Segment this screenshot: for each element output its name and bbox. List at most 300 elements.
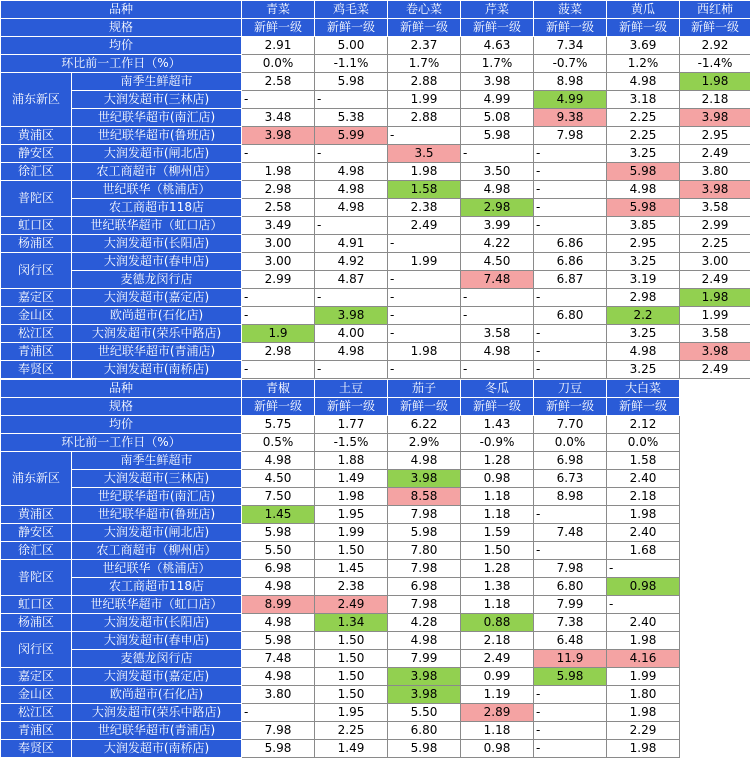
grade-header: 新鲜一级 [534, 19, 607, 37]
price-cell: - [315, 361, 388, 379]
price-cell: 4.98 [461, 343, 534, 361]
price-cell: 4.91 [315, 235, 388, 253]
grade-header: 新鲜一级 [607, 398, 680, 416]
average-label: 均价 [1, 416, 242, 434]
price-cell: 3.25 [607, 361, 680, 379]
store-row [1, 740, 680, 758]
price-cell: - [242, 289, 315, 307]
spec-header: 规格 [1, 19, 242, 37]
price-cell: 4.98 [607, 73, 680, 91]
price-cell: 7.98 [388, 560, 461, 578]
price-cell: 5.98 [388, 524, 461, 542]
district-label: 松江区 [1, 704, 72, 722]
price-cell: 4.98 [388, 452, 461, 470]
price-cell: 5.98 [607, 163, 680, 181]
price-cell: 4.98 [315, 343, 388, 361]
price-cell: 3.80 [680, 163, 750, 181]
price-cell: 8.98 [534, 488, 607, 506]
price-cell: 5.08 [461, 109, 534, 127]
price-cell: 1.80 [607, 686, 680, 704]
store-label: 世纪联华（桃浦店） [72, 181, 242, 199]
store-label: 大润发超市(嘉定店) [72, 668, 242, 686]
price-cell: - [315, 145, 388, 163]
price-cell: 3.25 [607, 253, 680, 271]
district-label: 普陀区 [1, 560, 72, 596]
grade-header: 新鲜一级 [242, 398, 315, 416]
price-cell: 2.49 [388, 217, 461, 235]
price-cell: 3.58 [680, 199, 750, 217]
average-value: 2.92 [680, 37, 750, 55]
grade-header: 新鲜一级 [607, 19, 680, 37]
price-cell: 4.99 [534, 91, 607, 109]
price-cell: - [388, 325, 461, 343]
price-cell: - [534, 145, 607, 163]
price-cell: 2.25 [607, 109, 680, 127]
average-label: 均价 [1, 37, 242, 55]
district-label: 黄浦区 [1, 506, 72, 524]
store-row [1, 722, 680, 740]
price-cell: 4.22 [461, 235, 534, 253]
price-cell: - [534, 343, 607, 361]
price-cell: 3.19 [607, 271, 680, 289]
price-cell: 5.50 [242, 542, 315, 560]
store-row [1, 452, 680, 470]
average-row [1, 416, 680, 434]
price-cell: 5.98 [388, 740, 461, 758]
price-cell: 4.16 [607, 650, 680, 668]
price-cell: 6.80 [534, 307, 607, 325]
price-cell: 1.95 [315, 506, 388, 524]
change-value: 1.7% [461, 55, 534, 73]
store-row [1, 289, 750, 307]
change-value: -0.9% [461, 434, 534, 452]
price-cell: 2.89 [461, 704, 534, 722]
district-label: 金山区 [1, 307, 72, 325]
district-label: 杨浦区 [1, 235, 72, 253]
price-cell: 0.98 [607, 578, 680, 596]
district-label: 闵行区 [1, 632, 72, 668]
price-cell: 2.18 [680, 91, 750, 109]
veg-name-header: 西红柿 [680, 1, 750, 19]
price-cell: 3.98 [680, 181, 750, 199]
price-cell: 1.98 [607, 506, 680, 524]
change-value: 0.5% [242, 434, 315, 452]
grade-header: 新鲜一级 [388, 398, 461, 416]
district-label: 静安区 [1, 145, 72, 163]
price-cell: 3.00 [680, 253, 750, 271]
store-row [1, 686, 680, 704]
price-cell: 7.80 [388, 542, 461, 560]
store-label: 世纪联华超市(青浦店) [72, 343, 242, 361]
price-cell: - [534, 722, 607, 740]
price-cell: - [534, 740, 607, 758]
price-cell: - [242, 145, 315, 163]
price-cell: 2.99 [680, 217, 750, 235]
change-row [1, 434, 680, 452]
change-value: -1.5% [315, 434, 388, 452]
veg-name-header: 土豆 [315, 380, 388, 398]
district-label: 金山区 [1, 686, 72, 704]
district-label: 虹口区 [1, 217, 72, 235]
veg-name-header: 茄子 [388, 380, 461, 398]
store-label: 世纪联华超市(鲁班店) [72, 506, 242, 524]
district-label: 奉贤区 [1, 740, 72, 758]
price-cell: 4.98 [461, 181, 534, 199]
store-label: 大润发超市(三林店) [72, 91, 242, 109]
price-cell: 1.58 [388, 181, 461, 199]
price-cell: 4.99 [461, 91, 534, 109]
store-row [1, 253, 750, 271]
price-cell: 1.50 [315, 668, 388, 686]
price-cell: 1.98 [680, 289, 750, 307]
change-value: -1.4% [680, 55, 750, 73]
store-row [1, 343, 750, 361]
veg-name-header: 芹菜 [461, 1, 534, 19]
store-label: 大润发超市(闸北店) [72, 524, 242, 542]
category-header: 品种 [1, 380, 242, 398]
price-cell: 1.95 [315, 704, 388, 722]
price-cell: 4.98 [315, 199, 388, 217]
price-cell: 2.38 [315, 578, 388, 596]
price-cell: 2.95 [680, 127, 750, 145]
price-cell: 3.85 [607, 217, 680, 235]
price-cell: 1.98 [388, 163, 461, 181]
category-header: 品种 [1, 1, 242, 19]
price-cell: 1.98 [607, 632, 680, 650]
average-value: 7.70 [534, 416, 607, 434]
district-label: 嘉定区 [1, 289, 72, 307]
price-cell: 5.98 [242, 524, 315, 542]
price-cell: 1.18 [461, 596, 534, 614]
price-cell: 2.18 [461, 632, 534, 650]
price-cell: 5.38 [315, 109, 388, 127]
price-cell: 3.18 [607, 91, 680, 109]
price-cell: 7.98 [534, 127, 607, 145]
price-cell: 4.98 [242, 614, 315, 632]
store-label: 麦德龙闵行店 [72, 271, 242, 289]
price-cell: 3.25 [607, 325, 680, 343]
price-cell: 2.38 [388, 199, 461, 217]
price-cell: 2.25 [607, 127, 680, 145]
store-label: 大润发超市(长阳店) [72, 614, 242, 632]
price-cell: 2.40 [607, 470, 680, 488]
store-label: 欧尚超市(石化店) [72, 686, 242, 704]
price-cell: 7.99 [388, 650, 461, 668]
average-row [1, 37, 750, 55]
price-cell: 5.98 [607, 199, 680, 217]
price-cell: 2.98 [461, 199, 534, 217]
store-label: 大润发超市(南桥店) [72, 740, 242, 758]
store-row [1, 307, 750, 325]
price-cell: 3.98 [388, 686, 461, 704]
store-row [1, 470, 680, 488]
price-cell: 2.98 [607, 289, 680, 307]
price-cell: 4.87 [315, 271, 388, 289]
average-value: 1.77 [315, 416, 388, 434]
price-cell: 0.99 [461, 668, 534, 686]
average-value: 3.69 [607, 37, 680, 55]
price-cell: 1.99 [388, 253, 461, 271]
price-cell: 1.49 [315, 740, 388, 758]
price-cell: 3.58 [680, 325, 750, 343]
store-label: 大润发超市(荣乐中路店) [72, 704, 242, 722]
price-cell: 2.88 [388, 73, 461, 91]
price-cell: 1.45 [242, 506, 315, 524]
district-label: 普陀区 [1, 181, 72, 217]
grade-row [1, 398, 680, 416]
price-cell: - [534, 289, 607, 307]
store-label: 世纪联华（桃浦店） [72, 560, 242, 578]
price-cell: - [534, 361, 607, 379]
price-cell: 1.34 [315, 614, 388, 632]
store-row [1, 325, 750, 343]
district-label: 嘉定区 [1, 668, 72, 686]
change-label: 环比前一工作日（%） [1, 55, 242, 73]
price-cell: 6.86 [534, 253, 607, 271]
price-cell: 11.9 [534, 650, 607, 668]
price-cell: 1.68 [607, 542, 680, 560]
price-cell: 3.99 [461, 217, 534, 235]
store-label: 世纪联华超市（虹口店） [72, 217, 242, 235]
district-label: 青浦区 [1, 343, 72, 361]
grade-row [1, 19, 750, 37]
price-cell: - [242, 307, 315, 325]
price-cell: 1.50 [315, 542, 388, 560]
veg-header-row [1, 1, 750, 19]
store-row [1, 73, 750, 91]
price-cell: 4.98 [315, 181, 388, 199]
price-cell: 2.58 [242, 199, 315, 217]
price-cell: 1.98 [607, 740, 680, 758]
veg-name-header: 菠菜 [534, 1, 607, 19]
price-cell: 0.98 [461, 470, 534, 488]
store-label: 农工商超市118店 [72, 199, 242, 217]
veg-header-row [1, 380, 680, 398]
average-value: 5.75 [242, 416, 315, 434]
price-cell: 4.98 [315, 163, 388, 181]
price-cell: 1.18 [461, 506, 534, 524]
change-label: 环比前一工作日（%） [1, 434, 242, 452]
price-cell: 1.50 [461, 542, 534, 560]
price-cell: 2.49 [461, 650, 534, 668]
price-cell: 6.48 [534, 632, 607, 650]
change-value: 1.2% [607, 55, 680, 73]
price-cell: 6.98 [242, 560, 315, 578]
price-cell: 3.48 [242, 109, 315, 127]
veg-name-header: 卷心菜 [388, 1, 461, 19]
grade-header: 新鲜一级 [534, 398, 607, 416]
price-cell: 6.73 [534, 470, 607, 488]
store-label: 大润发超市(春申店) [72, 632, 242, 650]
price-cell: 3.00 [242, 235, 315, 253]
store-label: 世纪联华超市(南汇店) [72, 109, 242, 127]
price-cell: 1.38 [461, 578, 534, 596]
veg-name-header: 大白菜 [607, 380, 680, 398]
grade-header: 新鲜一级 [461, 19, 534, 37]
price-cell: 5.98 [461, 127, 534, 145]
price-cell: 1.9 [242, 325, 315, 343]
price-cell: - [388, 361, 461, 379]
price-cell: 9.38 [534, 109, 607, 127]
store-row [1, 199, 750, 217]
grade-header: 新鲜一级 [315, 19, 388, 37]
price-cell: - [534, 325, 607, 343]
price-cell: 1.98 [680, 73, 750, 91]
store-row [1, 235, 750, 253]
price-cell: 4.98 [607, 343, 680, 361]
price-cell: 2.49 [680, 271, 750, 289]
price-cell: - [534, 686, 607, 704]
price-cell: 1.50 [315, 686, 388, 704]
price-cell: 1.45 [315, 560, 388, 578]
price-cell: - [388, 235, 461, 253]
district-label: 静安区 [1, 524, 72, 542]
price-cell: 4.98 [242, 668, 315, 686]
store-label: 大润发超市(荣乐中路店) [72, 325, 242, 343]
store-row [1, 217, 750, 235]
price-cell: 4.98 [242, 578, 315, 596]
change-value: -1.1% [315, 55, 388, 73]
price-cell: - [461, 289, 534, 307]
change-value: 0.0% [242, 55, 315, 73]
price-cell: 3.5 [388, 145, 461, 163]
price-cell: 7.98 [534, 560, 607, 578]
price-cell: 7.99 [534, 596, 607, 614]
price-cell: 7.98 [242, 722, 315, 740]
price-cell: 1.18 [461, 488, 534, 506]
price-cell: 6.80 [388, 722, 461, 740]
price-cell: 1.98 [388, 343, 461, 361]
store-row [1, 145, 750, 163]
price-cell: 6.80 [534, 578, 607, 596]
store-label: 大润发超市(三林店) [72, 470, 242, 488]
price-cell: 3.98 [388, 470, 461, 488]
store-label: 欧尚超市(石化店) [72, 307, 242, 325]
price-cell: 7.50 [242, 488, 315, 506]
price-cell: 3.98 [461, 73, 534, 91]
store-row [1, 614, 680, 632]
store-row [1, 488, 680, 506]
price-cell: - [315, 217, 388, 235]
price-cell: 6.87 [534, 271, 607, 289]
veg-name-header: 青椒 [242, 380, 315, 398]
price-cell: 1.28 [461, 452, 534, 470]
price-cell: - [388, 271, 461, 289]
price-cell: - [534, 704, 607, 722]
district-label: 徐汇区 [1, 163, 72, 181]
price-cell: 1.98 [315, 488, 388, 506]
store-label: 世纪联华超市（虹口店） [72, 596, 242, 614]
district-label: 奉贤区 [1, 361, 72, 379]
price-cell: 4.50 [461, 253, 534, 271]
price-cell: 1.98 [242, 163, 315, 181]
price-cell: 3.80 [242, 686, 315, 704]
price-cell: 8.58 [388, 488, 461, 506]
store-row [1, 578, 680, 596]
store-row [1, 524, 680, 542]
price-cell: - [461, 307, 534, 325]
price-cell: 7.48 [461, 271, 534, 289]
price-cell: 5.99 [315, 127, 388, 145]
price-cell: - [388, 289, 461, 307]
price-cell: - [242, 704, 315, 722]
price-cell: - [534, 506, 607, 524]
store-row [1, 91, 750, 109]
price-cell: - [315, 289, 388, 307]
price-cell: 4.50 [242, 470, 315, 488]
price-cell: 4.98 [242, 452, 315, 470]
store-row [1, 506, 680, 524]
price-cell: - [534, 217, 607, 235]
price-cell: 7.48 [242, 650, 315, 668]
store-label: 农工商超市（柳州店） [72, 163, 242, 181]
price-cell: - [388, 307, 461, 325]
price-cell: 2.40 [607, 614, 680, 632]
grade-header: 新鲜一级 [315, 398, 388, 416]
store-row [1, 181, 750, 199]
price-cell: - [461, 145, 534, 163]
price-cell: 4.92 [315, 253, 388, 271]
veg-name-header: 鸡毛菜 [315, 1, 388, 19]
store-row [1, 163, 750, 181]
price-cell: 1.18 [461, 722, 534, 740]
price-cell: 1.28 [461, 560, 534, 578]
price-cell: 2.98 [242, 343, 315, 361]
district-label: 闵行区 [1, 253, 72, 289]
price-cell: 3.50 [461, 163, 534, 181]
change-value: 1.7% [388, 55, 461, 73]
change-value: 0.0% [534, 434, 607, 452]
price-cell: - [607, 560, 680, 578]
store-row [1, 560, 680, 578]
veg-name-header: 青菜 [242, 1, 315, 19]
price-cell: 1.58 [607, 452, 680, 470]
store-row [1, 109, 750, 127]
price-cell: - [534, 199, 607, 217]
store-label: 世纪联华超市(鲁班店) [72, 127, 242, 145]
price-cell: 2.98 [242, 181, 315, 199]
price-cell: 3.98 [680, 109, 750, 127]
price-cell: 3.98 [388, 668, 461, 686]
price-cell: 7.48 [534, 524, 607, 542]
price-cell: 4.28 [388, 614, 461, 632]
price-cell: - [534, 542, 607, 560]
store-label: 麦德龙闵行店 [72, 650, 242, 668]
price-cell: - [534, 163, 607, 181]
store-row [1, 650, 680, 668]
price-cell: 2.49 [315, 596, 388, 614]
store-label: 大润发超市(闸北店) [72, 145, 242, 163]
price-cell: 3.98 [315, 307, 388, 325]
store-row [1, 271, 750, 289]
average-value: 2.91 [242, 37, 315, 55]
price-cell: 2.99 [242, 271, 315, 289]
store-label: 大润发超市(南桥店) [72, 361, 242, 379]
price-cell: 1.49 [315, 470, 388, 488]
store-row [1, 704, 680, 722]
price-cell: 2.29 [607, 722, 680, 740]
price-cell: 2.88 [388, 109, 461, 127]
price-cell: 2.25 [680, 235, 750, 253]
price-cell: 6.86 [534, 235, 607, 253]
price-cell: - [607, 596, 680, 614]
price-cell: 4.00 [315, 325, 388, 343]
price-cell: 7.98 [388, 596, 461, 614]
price-cell: 8.98 [534, 73, 607, 91]
price-cell: - [315, 91, 388, 109]
price-cell: 2.18 [607, 488, 680, 506]
price-cell: 3.98 [680, 343, 750, 361]
